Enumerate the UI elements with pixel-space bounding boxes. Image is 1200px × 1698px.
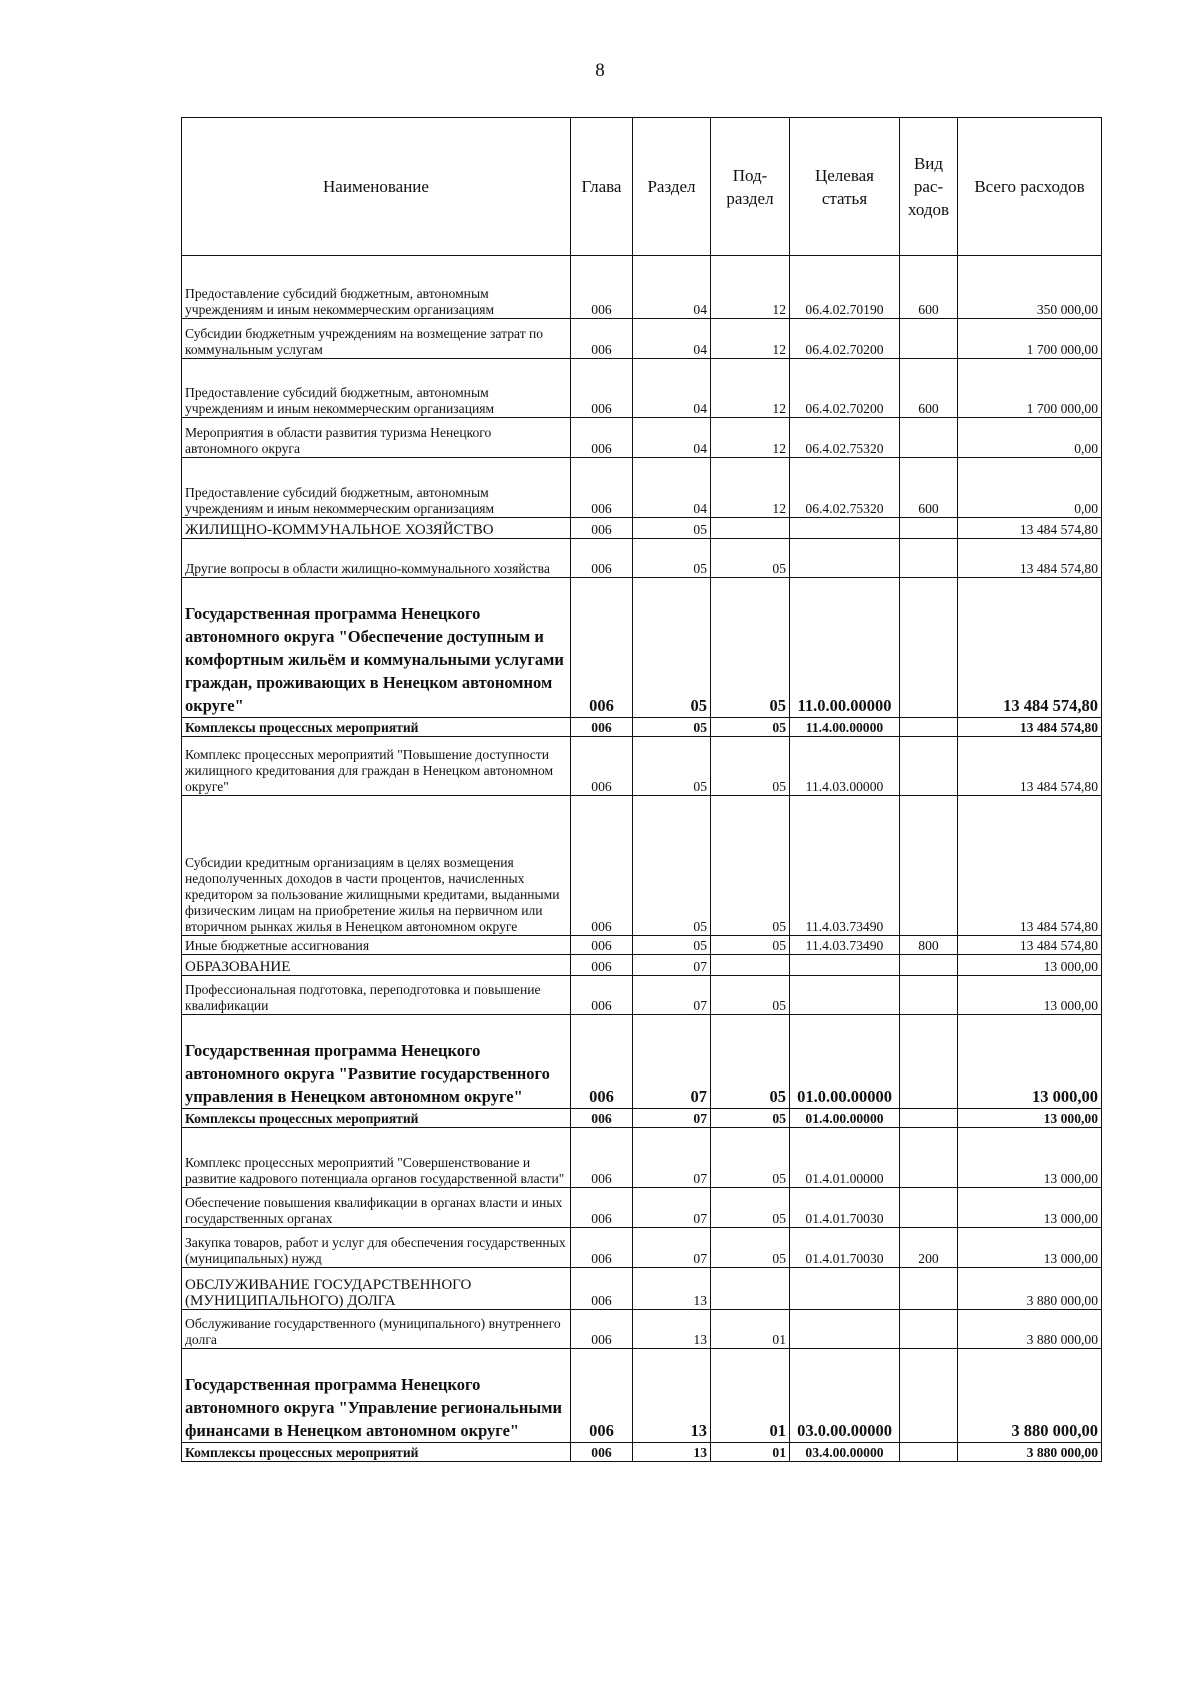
cell-vid	[900, 796, 958, 936]
cell-podrazdel: 05	[711, 737, 790, 796]
cell-name: Обеспечение повышения квалификации в органах власти и иных государственных органах	[182, 1188, 571, 1228]
cell-razdel: 05	[633, 539, 711, 578]
cell-podrazdel	[711, 518, 790, 539]
cell-target: 03.4.00.00000	[790, 1443, 900, 1462]
cell-target: 06.4.02.75320	[790, 458, 900, 518]
cell-vid	[900, 1443, 958, 1462]
cell-glava: 006	[571, 1443, 633, 1462]
cell-razdel: 07	[633, 1228, 711, 1268]
cell-podrazdel: 01	[711, 1310, 790, 1349]
cell-name: Предоставление субсидий бюджетным, автономным учреждениям и иным некоммерческим организациям	[182, 458, 571, 518]
cell-podrazdel: 12	[711, 418, 790, 458]
cell-razdel: 07	[633, 976, 711, 1015]
cell-podrazdel: 01	[711, 1443, 790, 1462]
cell-name: ОБСЛУЖИВАНИЕ ГОСУДАРСТВЕННОГО (МУНИЦИПАЛЬНОГО) ДОЛГА	[182, 1268, 571, 1310]
cell-glava: 006	[571, 1349, 633, 1443]
cell-vid	[900, 578, 958, 718]
cell-name: ОБРАЗОВАНИЕ	[182, 955, 571, 976]
cell-vid: 600	[900, 256, 958, 319]
cell-podrazdel: 05	[711, 936, 790, 955]
cell-vid	[900, 1188, 958, 1228]
table-row	[182, 1268, 1102, 1310]
cell-target: 06.4.02.70200	[790, 359, 900, 418]
table-row	[182, 737, 1102, 796]
cell-glava: 006	[571, 458, 633, 518]
cell-name: Другие вопросы в области жилищно-коммунального хозяйства	[182, 539, 571, 578]
cell-razdel: 07	[633, 1128, 711, 1188]
cell-podrazdel: 05	[711, 1128, 790, 1188]
cell-vid	[900, 976, 958, 1015]
cell-glava: 006	[571, 1310, 633, 1349]
cell-target	[790, 518, 900, 539]
cell-name: Мероприятия в области развития туризма Ненецкого автономного округа	[182, 418, 571, 458]
cell-vid	[900, 1310, 958, 1349]
cell-target: 03.0.00.00000	[790, 1349, 900, 1443]
cell-podrazdel: 05	[711, 718, 790, 737]
cell-razdel: 04	[633, 319, 711, 359]
cell-total: 13 000,00	[958, 976, 1102, 1015]
cell-vid: 600	[900, 359, 958, 418]
header-tselevaya-statya: Целевая статья	[790, 118, 900, 256]
cell-razdel: 04	[633, 458, 711, 518]
cell-razdel: 07	[633, 1015, 711, 1109]
table-row	[182, 256, 1102, 319]
table-row	[182, 1128, 1102, 1188]
table-row	[182, 1443, 1102, 1462]
cell-razdel: 04	[633, 256, 711, 319]
cell-total: 13 484 574,80	[958, 518, 1102, 539]
table-row	[182, 578, 1102, 718]
cell-name: Субсидии бюджетным учреждениям на возмещение затрат по коммунальным услугам	[182, 319, 571, 359]
table-row	[182, 359, 1102, 418]
cell-total: 3 880 000,00	[958, 1310, 1102, 1349]
cell-glava: 006	[571, 796, 633, 936]
cell-glava: 006	[571, 1228, 633, 1268]
cell-glava: 006	[571, 1268, 633, 1310]
cell-glava: 006	[571, 718, 633, 737]
cell-total: 13 484 574,80	[958, 737, 1102, 796]
cell-target	[790, 539, 900, 578]
cell-target	[790, 955, 900, 976]
table-row	[182, 1188, 1102, 1228]
cell-target: 01.4.01.00000	[790, 1128, 900, 1188]
cell-name: Государственная программа Ненецкого автономного округа "Развитие государственного управления в Ненецком автономном округе"	[182, 1015, 571, 1109]
table-row	[182, 458, 1102, 518]
table-row	[182, 718, 1102, 737]
cell-total: 13 000,00	[958, 1128, 1102, 1188]
header-podrazdel: Под-раздел	[711, 118, 790, 256]
table-row	[182, 1015, 1102, 1109]
cell-glava: 006	[571, 418, 633, 458]
cell-glava: 006	[571, 1015, 633, 1109]
cell-name: Закупка товаров, работ и услуг для обеспечения государственных (муниципальных) нужд	[182, 1228, 571, 1268]
cell-target	[790, 1268, 900, 1310]
cell-vid: 200	[900, 1228, 958, 1268]
cell-razdel: 05	[633, 936, 711, 955]
table-row	[182, 1228, 1102, 1268]
cell-vid	[900, 418, 958, 458]
cell-name: ЖИЛИЩНО-КОММУНАЛЬНОЕ ХОЗЯЙСТВО	[182, 518, 571, 539]
cell-name: Предоставление субсидий бюджетным, автономным учреждениям и иным некоммерческим организациям	[182, 256, 571, 319]
table-row	[182, 1310, 1102, 1349]
cell-vid	[900, 955, 958, 976]
header-name: Наименование	[182, 118, 571, 256]
cell-glava: 006	[571, 518, 633, 539]
cell-vid	[900, 539, 958, 578]
cell-podrazdel: 05	[711, 796, 790, 936]
cell-total: 0,00	[958, 418, 1102, 458]
cell-razdel: 05	[633, 796, 711, 936]
cell-podrazdel	[711, 955, 790, 976]
table-row	[182, 936, 1102, 955]
cell-target: 11.4.03.73490	[790, 936, 900, 955]
cell-razdel: 13	[633, 1310, 711, 1349]
cell-total: 13 484 574,80	[958, 539, 1102, 578]
cell-razdel: 05	[633, 737, 711, 796]
table-row	[182, 796, 1102, 936]
table-row	[182, 418, 1102, 458]
cell-razdel: 05	[633, 578, 711, 718]
budget-table	[181, 117, 1102, 1462]
cell-target: 01.0.00.00000	[790, 1015, 900, 1109]
cell-name: Комплексы процессных мероприятий	[182, 718, 571, 737]
cell-razdel: 13	[633, 1443, 711, 1462]
cell-podrazdel: 12	[711, 458, 790, 518]
cell-target	[790, 976, 900, 1015]
cell-target: 01.4.00.00000	[790, 1109, 900, 1128]
cell-name: Предоставление субсидий бюджетным, автономным учреждениям и иным некоммерческим организациям	[182, 359, 571, 418]
cell-podrazdel: 05	[711, 539, 790, 578]
table-row	[182, 319, 1102, 359]
cell-total: 1 700 000,00	[958, 359, 1102, 418]
cell-razdel: 07	[633, 1109, 711, 1128]
cell-total: 0,00	[958, 458, 1102, 518]
cell-podrazdel: 12	[711, 319, 790, 359]
cell-vid	[900, 718, 958, 737]
cell-glava: 006	[571, 936, 633, 955]
cell-name: Государственная программа Ненецкого автономного округа "Управление региональными финансами в Ненецком автономном округе"	[182, 1349, 571, 1443]
cell-target: 01.4.01.70030	[790, 1228, 900, 1268]
table-header-row	[182, 118, 1102, 256]
header-glava: Глава	[571, 118, 633, 256]
cell-name: Комплекс процессных мероприятий "Повышение доступности жилищного кредитования для граждан в Ненецком автономном округе"	[182, 737, 571, 796]
cell-name: Обслуживание государственного (муниципального) внутреннего долга	[182, 1310, 571, 1349]
cell-total: 13 000,00	[958, 1109, 1102, 1128]
cell-glava: 006	[571, 1188, 633, 1228]
cell-total: 13 484 574,80	[958, 796, 1102, 936]
cell-name: Государственная программа Ненецкого автономного округа "Обеспечение доступным и комфортным жильём и коммунальными услугами граждан, проживающих в Ненецком автономном округе"	[182, 578, 571, 718]
cell-vid	[900, 1015, 958, 1109]
cell-podrazdel: 12	[711, 256, 790, 319]
cell-razdel: 05	[633, 718, 711, 737]
header-vid-rashodov: Вид рас-ходов	[900, 118, 958, 256]
cell-total: 13 484 574,80	[958, 578, 1102, 718]
cell-glava: 006	[571, 976, 633, 1015]
cell-glava: 006	[571, 737, 633, 796]
cell-total: 3 880 000,00	[958, 1349, 1102, 1443]
cell-glava: 006	[571, 359, 633, 418]
cell-glava: 006	[571, 955, 633, 976]
cell-target	[790, 1310, 900, 1349]
cell-total: 3 880 000,00	[958, 1443, 1102, 1462]
cell-vid	[900, 1128, 958, 1188]
cell-total: 13 484 574,80	[958, 936, 1102, 955]
cell-target: 06.4.02.70190	[790, 256, 900, 319]
cell-total: 13 000,00	[958, 1188, 1102, 1228]
cell-vid: 800	[900, 936, 958, 955]
cell-total: 1 700 000,00	[958, 319, 1102, 359]
cell-name: Комплекс процессных мероприятий "Совершенствование и развитие кадрового потенциала органов государственной власти"	[182, 1128, 571, 1188]
cell-razdel: 04	[633, 359, 711, 418]
cell-total: 13 484 574,80	[958, 718, 1102, 737]
cell-glava: 006	[571, 578, 633, 718]
cell-target: 06.4.02.75320	[790, 418, 900, 458]
cell-glava: 006	[571, 319, 633, 359]
table-row	[182, 955, 1102, 976]
page-number: 8	[595, 60, 605, 81]
cell-target: 01.4.01.70030	[790, 1188, 900, 1228]
cell-razdel: 07	[633, 955, 711, 976]
table-row	[182, 1109, 1102, 1128]
cell-razdel: 13	[633, 1268, 711, 1310]
cell-total: 13 000,00	[958, 1228, 1102, 1268]
cell-podrazdel	[711, 1268, 790, 1310]
cell-vid	[900, 319, 958, 359]
cell-vid	[900, 1349, 958, 1443]
cell-glava: 006	[571, 1128, 633, 1188]
cell-podrazdel: 01	[711, 1349, 790, 1443]
cell-vid	[900, 737, 958, 796]
cell-target: 06.4.02.70200	[790, 319, 900, 359]
cell-name: Субсидии кредитным организациям в целях возмещения недополученных доходов в части процентов, начисленных кредитором за пользование жилищными кредитами, выданными физическим лицам на приобретение жилья на первичном или вторичном рынках жилья в Ненецком автономном округе	[182, 796, 571, 936]
cell-glava: 006	[571, 1109, 633, 1128]
cell-vid	[900, 518, 958, 539]
table-row	[182, 976, 1102, 1015]
cell-razdel: 07	[633, 1188, 711, 1228]
cell-total: 13 000,00	[958, 955, 1102, 976]
table-row	[182, 1349, 1102, 1443]
table-row	[182, 539, 1102, 578]
cell-total: 350 000,00	[958, 256, 1102, 319]
cell-podrazdel: 05	[711, 1188, 790, 1228]
cell-podrazdel: 05	[711, 578, 790, 718]
cell-target: 11.4.03.00000	[790, 737, 900, 796]
cell-razdel: 05	[633, 518, 711, 539]
cell-name: Комплексы процессных мероприятий	[182, 1109, 571, 1128]
cell-podrazdel: 05	[711, 1015, 790, 1109]
cell-vid	[900, 1268, 958, 1310]
cell-glava: 006	[571, 256, 633, 319]
cell-target: 11.4.00.00000	[790, 718, 900, 737]
cell-target: 11.0.00.00000	[790, 578, 900, 718]
cell-name: Профессиональная подготовка, переподготовка и повышение квалификации	[182, 976, 571, 1015]
cell-podrazdel: 12	[711, 359, 790, 418]
cell-vid: 600	[900, 458, 958, 518]
cell-name: Комплексы процессных мероприятий	[182, 1443, 571, 1462]
cell-podrazdel: 05	[711, 1228, 790, 1268]
cell-vid	[900, 1109, 958, 1128]
cell-razdel: 04	[633, 418, 711, 458]
cell-razdel: 13	[633, 1349, 711, 1443]
cell-total: 13 000,00	[958, 1015, 1102, 1109]
cell-glava: 006	[571, 539, 633, 578]
cell-name: Иные бюджетные ассигнования	[182, 936, 571, 955]
table-row	[182, 518, 1102, 539]
cell-total: 3 880 000,00	[958, 1268, 1102, 1310]
cell-target: 11.4.03.73490	[790, 796, 900, 936]
header-total: Всего расходов	[958, 118, 1102, 256]
cell-podrazdel: 05	[711, 976, 790, 1015]
header-razdel: Раздел	[633, 118, 711, 256]
cell-podrazdel: 05	[711, 1109, 790, 1128]
